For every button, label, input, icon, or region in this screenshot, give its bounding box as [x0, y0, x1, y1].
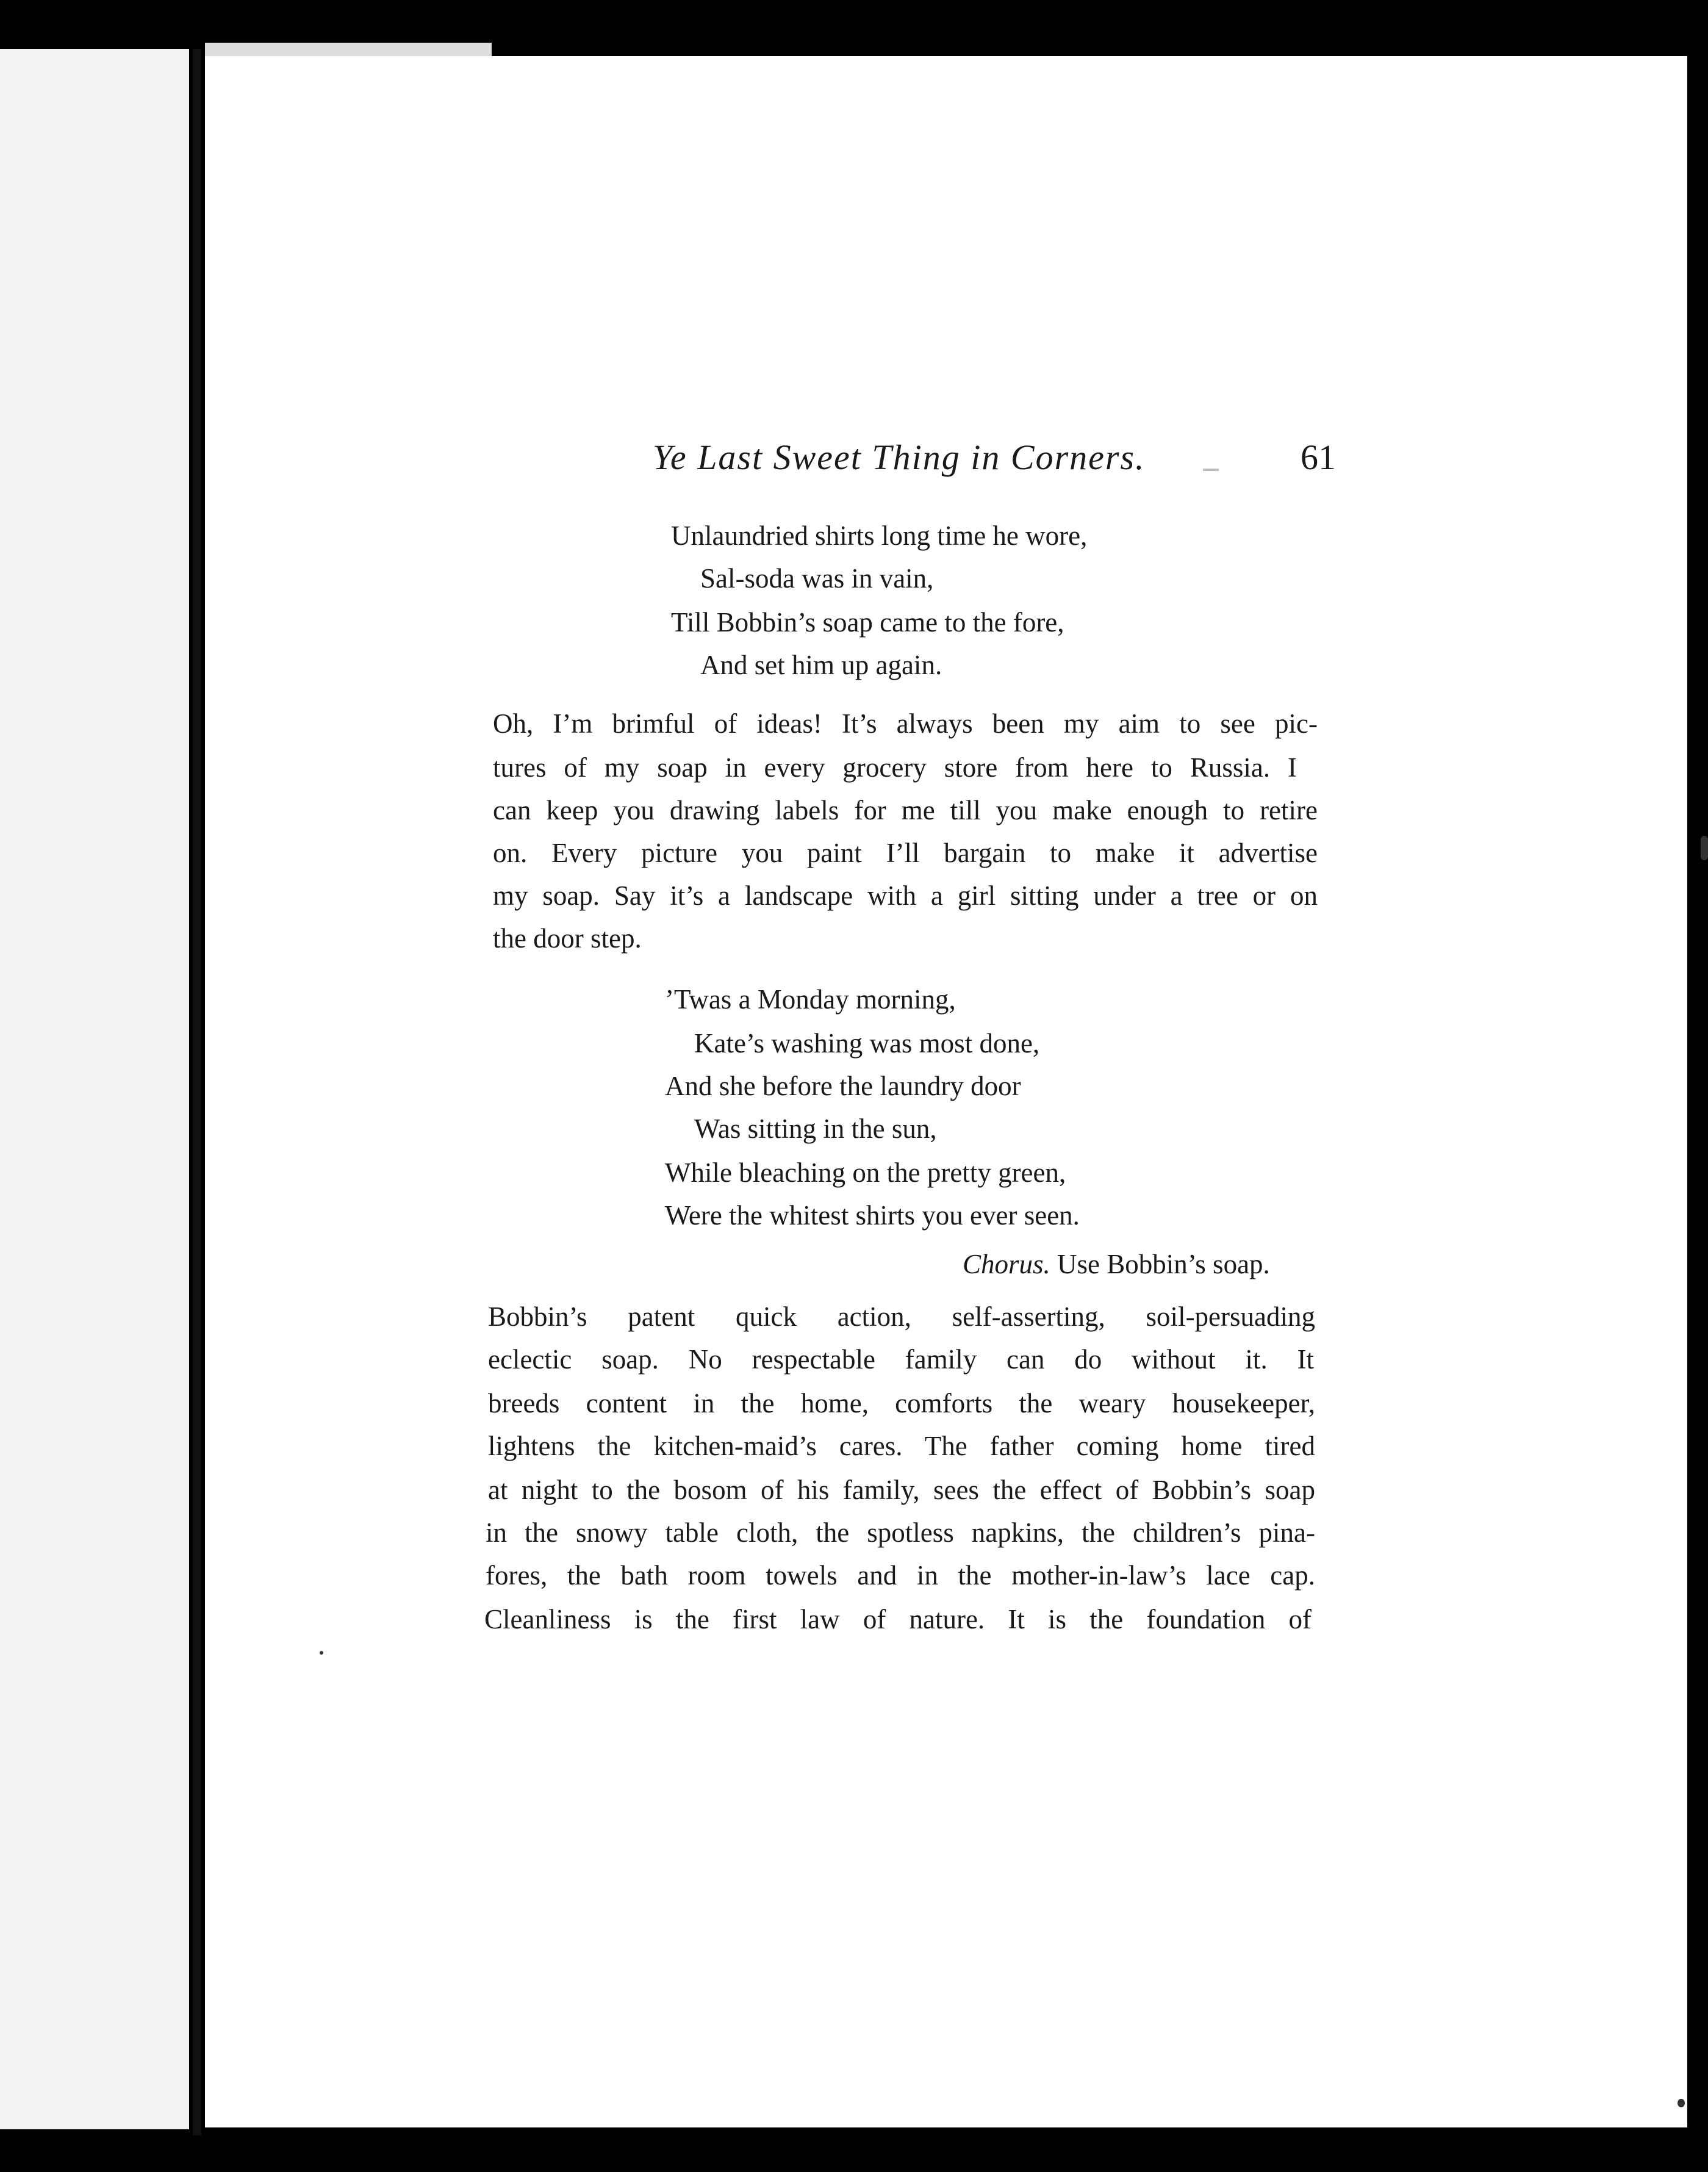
- verse-line: Sal-soda was in vain,: [700, 563, 934, 594]
- page-number: 61: [1301, 437, 1336, 477]
- prose-line: eclectic soap. No respectable family can do without it. It: [488, 1344, 1314, 1375]
- scan-speck: [320, 1651, 323, 1655]
- header-dash-mark: [1203, 469, 1219, 471]
- verse-line: While bleaching on the pretty green,: [665, 1157, 1066, 1188]
- prose-line: at night to the bosom of his family, sees the effect of Bobbin’s soap: [488, 1475, 1315, 1505]
- prose-line: tures of my soap in every grocery store from here to Russia. I: [493, 752, 1297, 783]
- verse-line: And she before the laundry door: [665, 1071, 1021, 1101]
- book-gutter: [193, 49, 201, 2135]
- scan-speck: [1678, 2099, 1685, 2107]
- prose-line: Cleanliness is the first law of nature. It is the foundation of: [484, 1604, 1312, 1634]
- prose-line: breeds content in the home, comforts the weary housekeeper,: [488, 1388, 1315, 1419]
- prose-line: the door step.: [493, 923, 642, 954]
- verse-line: Were the whitest shirts you ever seen.: [665, 1200, 1080, 1231]
- prose-line: my soap. Say it’s a landscape with a girl sitting under a tree or on: [493, 880, 1318, 911]
- verse-line: Till Bobbin’s soap came to the fore,: [671, 607, 1064, 638]
- verse-line: And set him up again.: [700, 650, 942, 680]
- prose-line: on. Every picture you paint I’ll bargain to make it advertise: [493, 838, 1318, 868]
- prose-line: lightens the kitchen-maid’s cares. The father coming home tired: [488, 1431, 1315, 1461]
- verse-line: ’Twas a Monday morning,: [665, 984, 956, 1015]
- prose-line: fores, the bath room towels and in the mother-in-law’s lace cap.: [486, 1560, 1315, 1591]
- prose-line: Bobbin’s patent quick action, self-asserting, soil-persuading: [488, 1301, 1315, 1332]
- facing-page-edge: [0, 49, 189, 2129]
- verse-line: Unlaundried shirts long time he wore,: [671, 520, 1088, 551]
- running-title: Ye Last Sweet Thing in Corners.: [653, 437, 1146, 477]
- chorus-text: Use Bobbin’s soap.: [1057, 1249, 1270, 1279]
- scan-speck: [1701, 836, 1708, 860]
- verse-line: Was sitting in the sun,: [694, 1113, 937, 1144]
- verse-line: Kate’s washing was most done,: [694, 1028, 1040, 1059]
- prose-line: in the snowy table cloth, the spotless napkins, the children’s pina-: [486, 1517, 1315, 1548]
- chorus-line: [963, 1251, 1270, 1278]
- chorus-label: Chorus.: [963, 1249, 1050, 1279]
- prose-line: can keep you drawing labels for me till you make enough to retire: [493, 795, 1318, 825]
- running-header: [616, 437, 1336, 492]
- prose-line: Oh, I’m brimful of ideas! It’s always been my aim to see pic-: [493, 708, 1318, 739]
